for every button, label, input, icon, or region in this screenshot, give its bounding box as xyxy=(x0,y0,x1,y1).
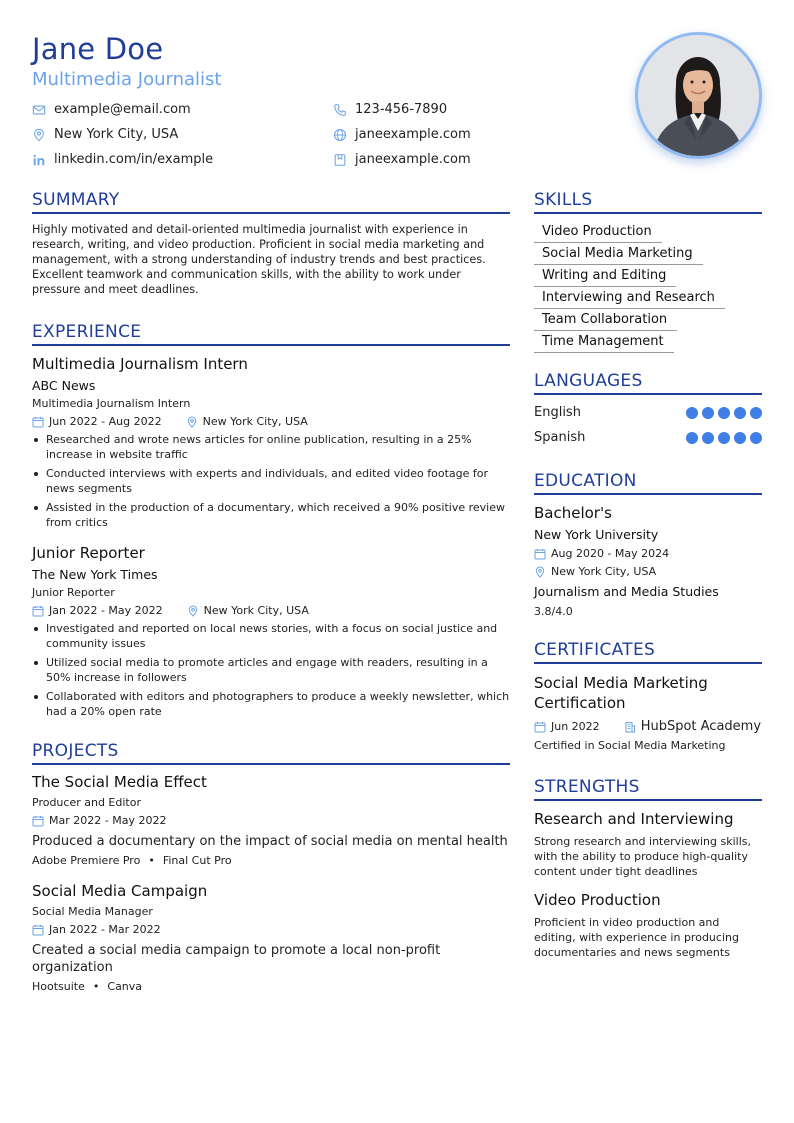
left-column xyxy=(32,190,510,993)
job-bullet: Conducted interviews with experts and individuals, and edited video footage for news segments xyxy=(32,466,510,496)
summary-section xyxy=(32,190,510,297)
project-title: The Social Media Effect xyxy=(32,773,207,791)
project-entry xyxy=(32,882,510,993)
candidate-title: Multimedia Journalist xyxy=(32,69,222,90)
project-dates: Mar 2022 - May 2022 xyxy=(49,814,167,827)
strength-text: Strong research and interviewing skills, with the ability to produce high-quality content under tight deadlines xyxy=(534,835,751,878)
job-company: The New York Times xyxy=(32,567,158,582)
language-name: English xyxy=(534,405,581,420)
globe-icon xyxy=(333,128,347,142)
right-column xyxy=(534,190,762,960)
portrait-image xyxy=(638,35,759,156)
strengths-heading: STRENGTHS xyxy=(534,777,762,801)
project-tool: Canva xyxy=(107,980,143,993)
education-school: New York University xyxy=(534,527,659,542)
job-bullet: Collaborated with editors and photographers to produce a weekly newsletter, which had a 20% open rate xyxy=(32,689,510,719)
project-tools: Adobe Premiere Pro • Final Cut Pro xyxy=(32,854,232,867)
skills-section xyxy=(534,190,762,352)
education-location: New York City, USA xyxy=(551,565,657,578)
certificate-meta xyxy=(534,719,762,734)
calendar-icon xyxy=(534,721,546,733)
strength-title: Research and Interviewing xyxy=(534,810,734,828)
education-dates: Aug 2020 - May 2024 xyxy=(551,547,670,560)
contact-portfolio[interactable] xyxy=(333,152,471,167)
strength-entry xyxy=(534,810,762,879)
project-title: Social Media Campaign xyxy=(32,882,208,900)
experience-section xyxy=(32,322,510,719)
education-field: Journalism and Media Studies xyxy=(534,584,719,599)
website-text: janeexample.com xyxy=(355,127,471,142)
certificate-date: Jun 2022 xyxy=(551,720,600,733)
languages-section xyxy=(534,371,762,450)
summary-text: Highly motivated and detail-oriented multimedia journalist with experience in research, writing, and video production. Proficient in social media marketing and management, with a strong understanding of industry trends and best practices. Excellent teamwork and communication skills, with the ability to work under pressure and meet deadlines. xyxy=(32,223,486,296)
strength-text: Proficient in video production and editing, with experience in producing documentaries and news segments xyxy=(534,916,739,959)
calendar-icon xyxy=(32,605,44,617)
language-name: Spanish xyxy=(534,430,586,445)
project-tools: Hootsuite • Canva xyxy=(32,980,143,993)
project-tool: Hootsuite xyxy=(32,980,85,993)
languages-heading: LANGUAGES xyxy=(534,371,762,395)
location-pin-icon xyxy=(32,128,46,142)
project-entry xyxy=(32,773,510,867)
building-icon xyxy=(624,721,636,733)
strengths-section xyxy=(534,777,762,960)
job-bullets xyxy=(32,432,510,530)
project-dates: Jan 2022 - Mar 2022 xyxy=(49,923,161,936)
contact-phone[interactable] xyxy=(333,102,447,117)
phone-text: 123-456-7890 xyxy=(355,102,448,117)
job-location: New York City, USA xyxy=(203,604,309,617)
summary-heading: SUMMARY xyxy=(32,190,510,214)
resume-header xyxy=(32,30,762,180)
calendar-icon xyxy=(32,815,44,827)
job-title: Junior Reporter xyxy=(32,544,145,562)
job-entry xyxy=(32,544,510,719)
education-dates-row xyxy=(534,547,762,560)
project-tool: Final Cut Pro xyxy=(162,854,232,867)
phone-icon xyxy=(333,103,347,117)
project-role: Social Media Manager xyxy=(32,905,153,918)
project-description: Created a social media campaign to promote a local non-profit organization xyxy=(32,943,441,975)
job-dates: Jan 2022 - May 2022 xyxy=(49,604,163,617)
location-pin-icon xyxy=(186,416,198,428)
job-location: New York City, USA xyxy=(202,415,308,428)
contact-email[interactable] xyxy=(32,102,191,117)
strength-title: Video Production xyxy=(534,891,661,909)
job-title: Multimedia Journalism Intern xyxy=(32,355,248,373)
project-description: Produced a documentary on the impact of social media on mental health xyxy=(32,834,508,849)
job-dates: Jun 2022 - Aug 2022 xyxy=(49,415,162,428)
job-role: Multimedia Journalism Intern xyxy=(32,397,191,410)
portfolio-icon xyxy=(333,153,347,167)
job-meta xyxy=(32,415,510,428)
education-heading: EDUCATION xyxy=(534,471,762,495)
projects-heading: PROJECTS xyxy=(32,741,510,765)
language-row xyxy=(534,400,762,425)
job-company: ABC News xyxy=(32,378,96,393)
calendar-icon xyxy=(32,416,44,428)
skills-list xyxy=(534,220,762,352)
candidate-name: Jane Doe xyxy=(32,32,164,66)
mail-icon xyxy=(32,103,46,117)
calendar-icon xyxy=(534,548,546,560)
projects-section xyxy=(32,741,510,993)
language-level-dots xyxy=(686,432,762,444)
email-text: example@email.com xyxy=(54,102,191,117)
linkedin-icon xyxy=(32,153,46,167)
certificate-description: Certified in Social Media Marketing xyxy=(534,739,726,752)
calendar-icon xyxy=(32,924,44,936)
location-text: New York City, USA xyxy=(54,127,179,142)
education-degree: Bachelor's xyxy=(534,504,612,522)
strength-entry xyxy=(534,891,762,960)
linkedin-text: linkedin.com/in/example xyxy=(54,152,214,167)
project-meta xyxy=(32,923,510,936)
education-section xyxy=(534,471,762,618)
skill-tag: Writing and Editing xyxy=(534,265,676,287)
job-bullet: Utilized social media to promote articles and engage with readers, resulting in a 50% increase in followers xyxy=(32,655,510,685)
skill-tag: Interviewing and Research xyxy=(534,287,725,309)
project-meta xyxy=(32,814,510,827)
profile-photo xyxy=(635,32,762,159)
job-bullets xyxy=(32,621,510,719)
job-bullet: Investigated and reported on local news stories, with a focus on social justice and community issues xyxy=(32,621,510,651)
job-entry xyxy=(32,355,510,530)
skill-tag: Time Management xyxy=(534,331,674,353)
certificates-heading: CERTIFICATES xyxy=(534,640,762,664)
contact-location xyxy=(32,127,178,142)
education-gpa: 3.8/4.0 xyxy=(534,605,573,618)
job-meta xyxy=(32,604,510,617)
location-pin-icon xyxy=(534,566,546,578)
language-row xyxy=(534,425,762,450)
skills-heading: SKILLS xyxy=(534,190,762,214)
certificate-issuer: HubSpot Academy xyxy=(640,719,762,734)
job-bullet: Researched and wrote news articles for online publication, resulting in a 25% increase in website traffic xyxy=(32,432,510,462)
language-level-dots xyxy=(686,407,762,419)
certificates-section xyxy=(534,640,762,752)
project-tool: Adobe Premiere Pro xyxy=(32,854,141,867)
contact-linkedin[interactable] xyxy=(32,152,213,167)
skill-tag: Video Production xyxy=(534,221,662,243)
job-bullet: Assisted in the production of a documentary, which received a 90% positive review from critics xyxy=(32,500,510,530)
certificate-title: Social Media Marketing Certification xyxy=(534,674,708,712)
portfolio-text: janeexample.com xyxy=(355,152,471,167)
contact-website[interactable] xyxy=(333,127,471,142)
skill-tag: Social Media Marketing xyxy=(534,243,703,265)
experience-heading: EXPERIENCE xyxy=(32,322,510,346)
job-role: Junior Reporter xyxy=(32,586,115,599)
location-pin-icon xyxy=(187,605,199,617)
skill-tag: Team Collaboration xyxy=(534,309,677,331)
project-role: Producer and Editor xyxy=(32,796,141,809)
education-location-row xyxy=(534,565,762,578)
